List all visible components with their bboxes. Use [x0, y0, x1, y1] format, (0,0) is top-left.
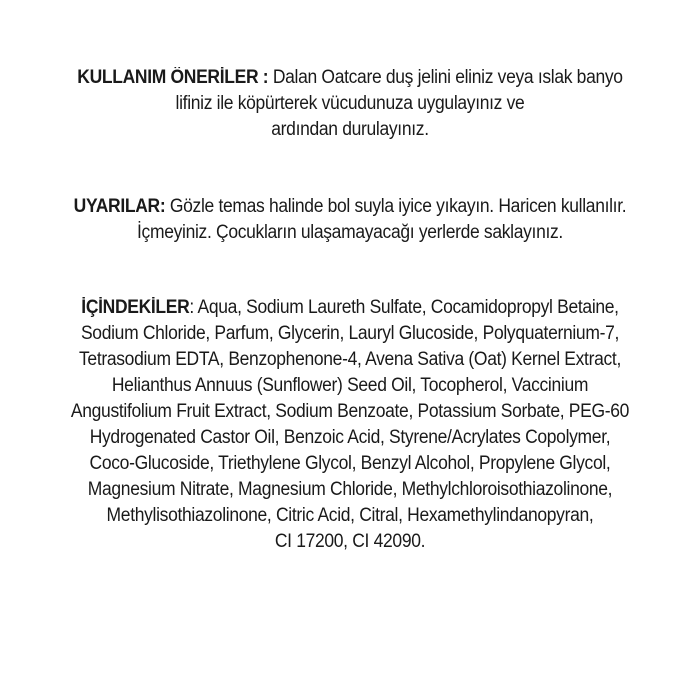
ingredients-line: Hydrogenated Castor Oil, Benzoic Acid, Styrene/Acrylates Copolymer, [89, 427, 611, 448]
usage-line [56, 65, 645, 91]
ingredients-section [56, 295, 645, 555]
ingredients-line [56, 295, 645, 321]
ingredients-line: Coco-Glucoside, Triethylene Glycol, Benzyl Alcohol, Propylene Glycol, [89, 453, 611, 474]
warnings-line: İçmeyiniz. Çocukların ulaşamayacağı yerlerde saklayınız. [137, 222, 563, 243]
usage-line: ardından durulayınız. [271, 119, 429, 140]
ingredients-line: Angustifolium Fruit Extract, Sodium Benzoate, Potassium Sorbate, PEG-60 [70, 401, 630, 422]
warnings-line [56, 194, 645, 220]
ingredients-line: Methylisothiazolinone, Citric Acid, Citral, Hexamethylindanopyran, [106, 505, 594, 526]
warnings-label: UYARILAR: [73, 196, 166, 217]
ingredients-line: Tetrasodium EDTA, Benzophenone-4, Avena Sativa (Oat) Kernel Extract, [79, 349, 621, 370]
ingredients-line: Helianthus Annuus (Sunflower) Seed Oil, Tocopherol, Vaccinium [111, 375, 589, 396]
ingredients-line: Sodium Chloride, Parfum, Glycerin, Lauryl Glucoside, Polyquaternium-7, [80, 323, 620, 344]
usage-section [56, 65, 645, 143]
usage-line: lifiniz ile köpürterek vücudunuza uygulayınız ve [175, 93, 525, 114]
usage-label: KULLANIM ÖNERİLER : [77, 67, 269, 88]
warnings-section [56, 194, 645, 246]
ingredients-line: CI 17200, CI 42090. [274, 531, 426, 552]
warnings-text: Gözle temas halinde bol suyla iyice yıkayın. Haricen kullanılır. [165, 196, 627, 217]
ingredients-text: : Aqua, Sodium Laureth Sulfate, Cocamidopropyl Betaine, [189, 297, 619, 318]
ingredients-label: İÇİNDEKİLER [81, 297, 190, 318]
usage-text: Dalan Oatcare duş jelini eliniz veya ıslak banyo [268, 67, 623, 88]
ingredients-line: Magnesium Nitrate, Magnesium Chloride, Methylchloroisothiazolinone, [87, 479, 613, 500]
